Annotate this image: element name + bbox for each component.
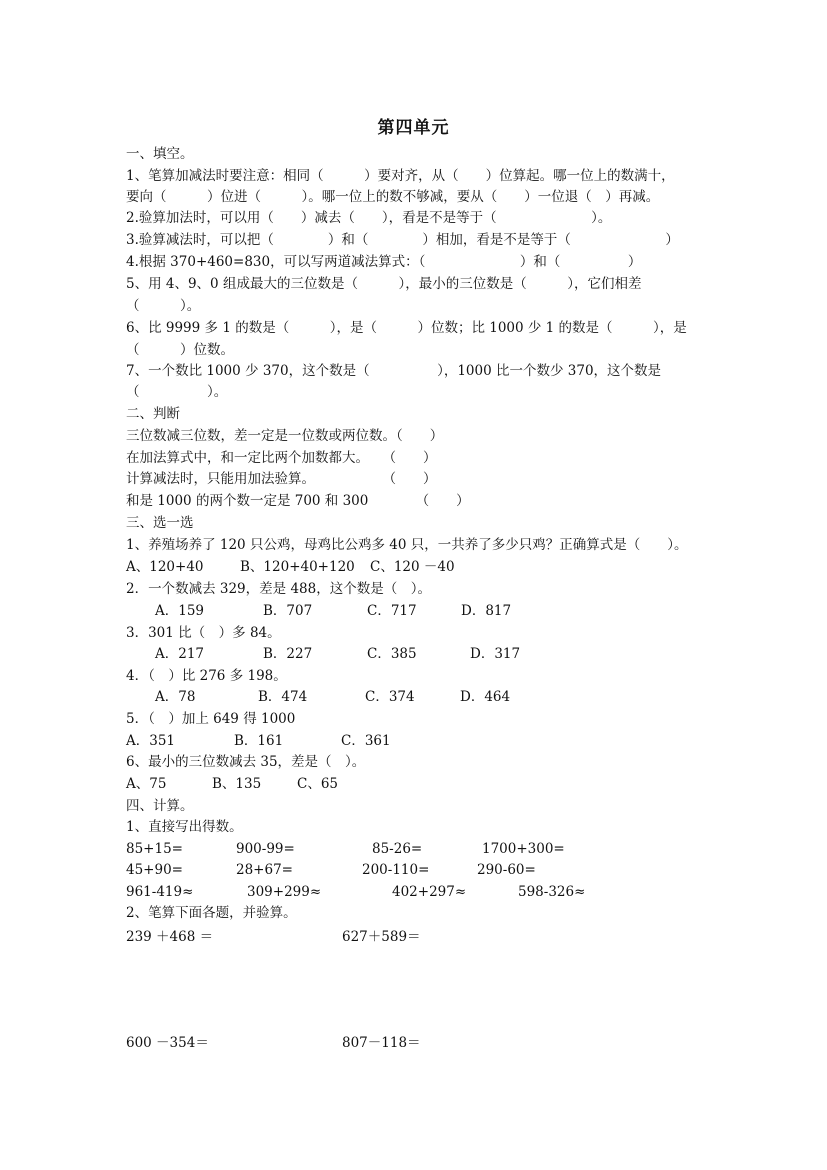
choice-option: C．717	[367, 603, 417, 619]
choice-option: C．361	[341, 733, 391, 749]
choice-option: C、65	[297, 776, 339, 792]
question-line: 7、一个数比 1000 少 370，这个数是（ ），1000 比一个数少 370，这个数是	[126, 363, 662, 379]
question-line: 2.验算加法时，可以用（ ）减去（ ），看是不是等于（ ）。	[126, 210, 612, 226]
page-title: 第四单元	[377, 118, 450, 138]
choice-option: B．161	[234, 733, 284, 749]
choice-option: C．385	[367, 646, 417, 662]
calc-subheading: 1、直接写出得数。	[126, 819, 243, 835]
choice-question: 1、养殖场养了 120 只公鸡，母鸡比公鸡多 40 只，一共养了多少只鸡？正确算式是（ ）。	[126, 537, 688, 553]
written-calc-item: 239 ＋468 ＝	[126, 929, 214, 945]
choice-question: 6、最小的三位数减去 35，差是（ ）。	[126, 754, 366, 770]
section-heading-choose: 三、选一选	[126, 515, 194, 531]
question-line: （ ）。	[126, 384, 228, 400]
choice-option: B、135	[212, 776, 262, 792]
written-calc-item: 627＋589＝	[342, 929, 421, 945]
choice-option: C．374	[365, 689, 415, 705]
estimate-item: 598-326≈	[518, 884, 586, 900]
judge-line: 计算减法时，只能用加法验算。 （ ）	[126, 471, 437, 487]
question-line: 4.根据 370+460=830，可以写两道减法算式：（ ）和（ ）	[126, 254, 642, 270]
question-line: （ ）。	[126, 298, 201, 314]
choice-option: A、75	[126, 776, 167, 792]
choice-option: B．227	[263, 646, 313, 662]
oral-calc-item: 900-99=	[236, 841, 295, 857]
estimate-item: 961-419≈	[126, 884, 194, 900]
section-heading-calc: 四、计算。	[126, 798, 194, 814]
choice-option: A、120+40	[126, 559, 204, 575]
choice-option: A．159	[155, 603, 205, 619]
estimate-item: 402+297≈	[392, 884, 467, 900]
oral-calc-item: 290-60=	[477, 862, 536, 878]
judge-line: 和是 1000 的两个数一定是 700 和 300 （ ）	[126, 493, 470, 509]
section-heading-judge: 二、判断	[126, 406, 180, 422]
choice-option: B、120+40+120	[240, 559, 355, 575]
estimate-item: 309+299≈	[247, 884, 322, 900]
choice-option: B．707	[263, 603, 313, 619]
question-line: （ ）位数。	[126, 342, 234, 358]
choice-option: D．817	[461, 603, 512, 619]
oral-calc-item: 45+90=	[126, 862, 183, 878]
question-line: 1、笔算加减法时要注意：相同（ ）要对齐，从（ ）位算起。哪一位上的数满十，	[126, 168, 675, 184]
choice-question: 5．（ ）加上 649 得 1000	[126, 711, 296, 727]
choice-option: A．351	[126, 733, 176, 749]
oral-calc-item: 85+15=	[126, 841, 183, 857]
written-calc-item: 600 －354＝	[126, 1035, 209, 1051]
choice-option: A．217	[155, 646, 205, 662]
oral-calc-item: 28+67=	[236, 862, 293, 878]
judge-line: 在加法算式中，和一定比两个加数都大。 （ ）	[126, 450, 437, 466]
choice-question: 2．一个数减去 329，差是 488，这个数是（ ）。	[126, 581, 431, 597]
oral-calc-item: 200-110=	[362, 862, 430, 878]
choice-option: C、120 －40	[370, 559, 455, 575]
choice-question: 3．301 比（ ）多 84。	[126, 625, 281, 641]
choice-option: A．78	[155, 689, 196, 705]
choice-option: D．464	[460, 689, 511, 705]
question-line: 6、比 9999 多 1 的数是（ ），是（ ）位数；比 1000 少 1 的数是（ ），是	[126, 320, 687, 336]
calc-subheading: 2、笔算下面各题，并验算。	[126, 905, 297, 921]
oral-calc-item: 1700+300=	[482, 841, 565, 857]
written-calc-item: 807－118＝	[342, 1035, 421, 1051]
choice-question: 4．（ ）比 276 多 198。	[126, 668, 287, 684]
section-heading-fill-blank: 一、填空。	[126, 146, 194, 162]
oral-calc-item: 85-26=	[372, 841, 423, 857]
choice-option: D．317	[470, 646, 521, 662]
question-line: 要向（ ）位进（ ）。哪一位上的数不够减，要从（ ）一位退（ ）再减。	[126, 189, 660, 205]
question-line: 3.验算减法时，可以把（ ）和（ ）相加，看是不是等于（ ）	[126, 232, 679, 248]
choice-option: B．474	[258, 689, 308, 705]
judge-line: 三位数减三位数，差一定是一位数或两位数。（ ）	[126, 428, 444, 444]
question-line: 5、用 4、9、0 组成最大的三位数是（ ），最小的三位数是（ ），它们相差	[126, 276, 642, 292]
